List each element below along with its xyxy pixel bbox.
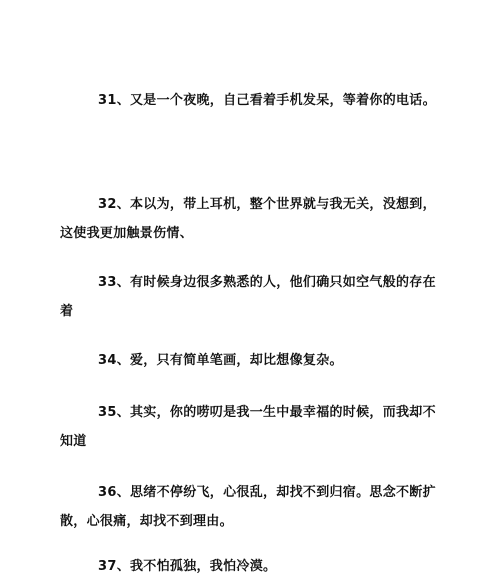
paragraph-33: 33、有时候身边很多熟悉的人，他们确只如空气般的存在着 bbox=[60, 275, 436, 319]
paragraph-31: 31、又是一个夜晚，自己看着手机发呆，等着你的电话。 bbox=[98, 93, 436, 108]
paragraph-34: 34、爱，只有简单笔画，却比想像复杂。 bbox=[98, 353, 343, 368]
paragraph-35: 35、其实，你的唠叨是我一生中最幸福的时候，而我却不知道 bbox=[60, 405, 436, 449]
paragraph-37: 37、我不怕孤独，我怕冷漠。 bbox=[98, 559, 277, 574]
paragraph-36: 36、思绪不停纷飞，心很乱，却找不到归宿。思念不断扩散，心很痛，却找不到理由。 bbox=[60, 485, 436, 529]
paragraph-32: 32、本以为，带上耳机，整个世界就与我无关，没想到，这使我更加触景伤情、 bbox=[60, 197, 436, 241]
